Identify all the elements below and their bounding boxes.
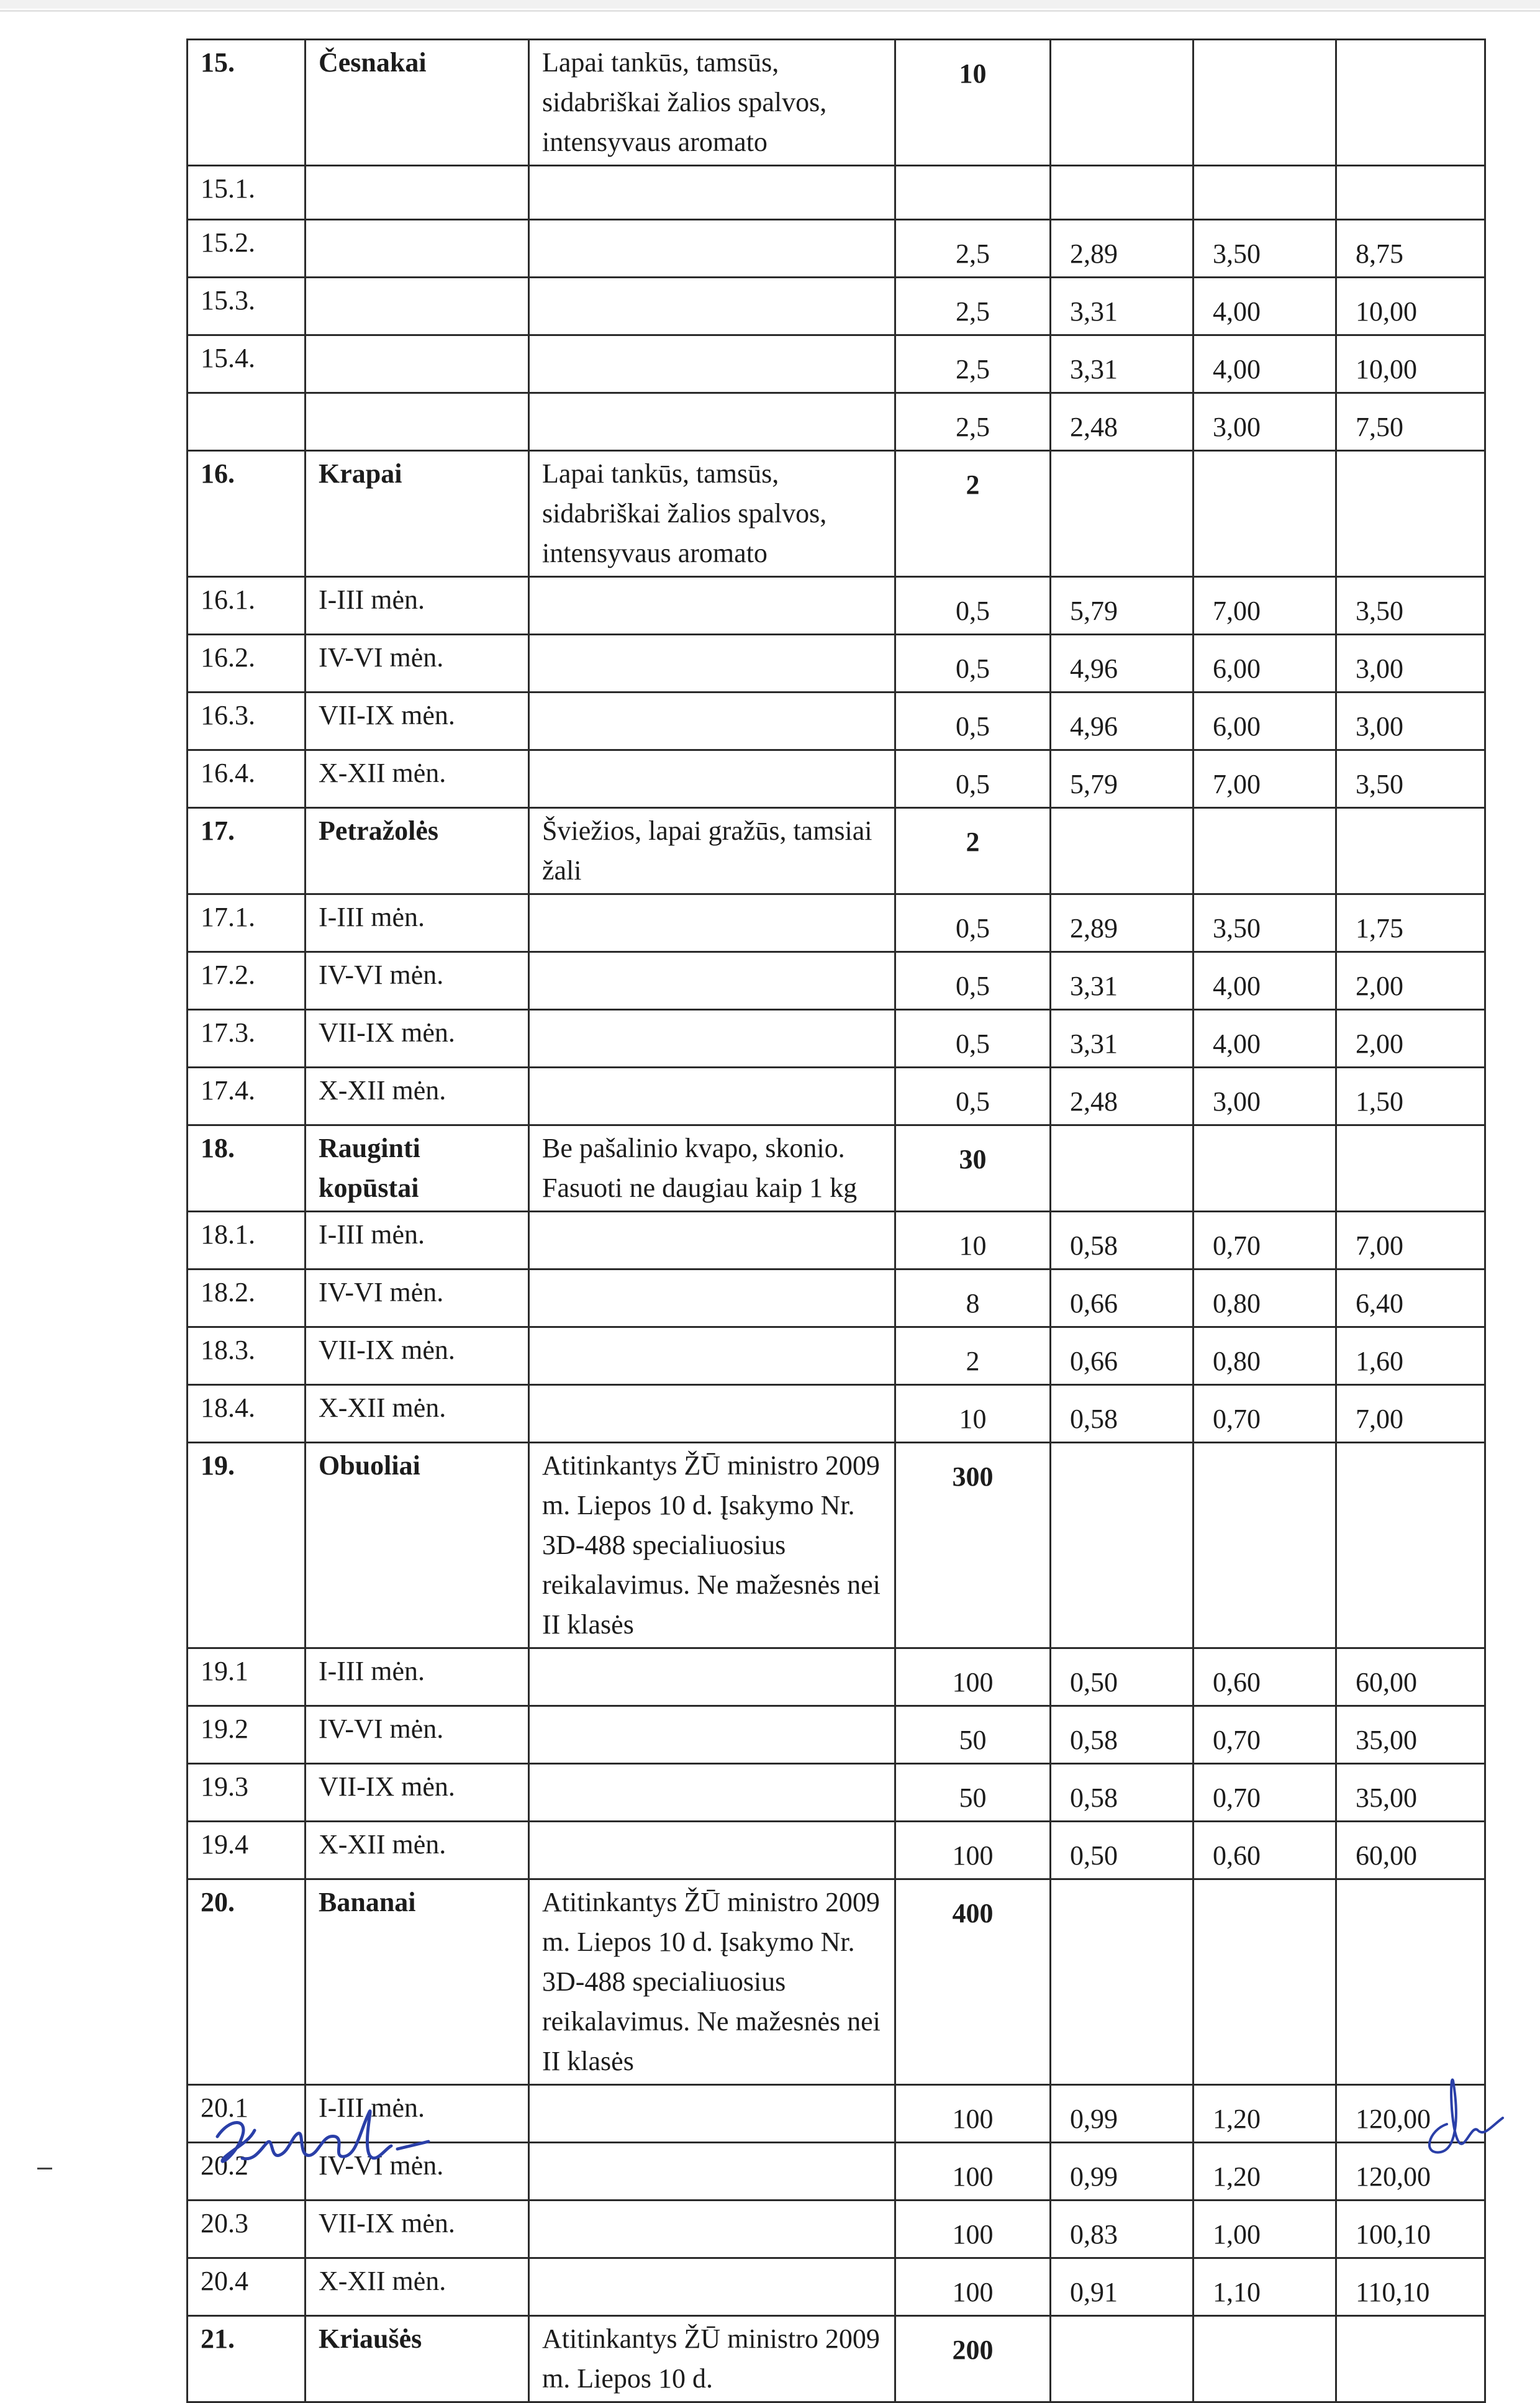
period-row <box>188 1327 1485 1385</box>
quantity-cell: 0,5 <box>895 693 1051 750</box>
product-name: Česnakai <box>306 40 529 166</box>
description-cell <box>529 750 895 808</box>
row-number: 16. <box>188 451 306 577</box>
product-description: Šviežios, lapai gražūs, tamsiai žali <box>529 808 895 894</box>
scan-top-edge <box>0 0 1540 9</box>
unit-price-vat-cell: 7,00 <box>1194 577 1336 635</box>
price-cell <box>1194 1443 1336 1648</box>
description-cell <box>529 1764 895 1822</box>
row-number <box>188 393 306 451</box>
sum-cell: 120,00 <box>1336 2143 1485 2201</box>
total-quantity: 2 <box>895 808 1051 894</box>
unit-price-cell: 0,99 <box>1051 2085 1194 2143</box>
unit-price-cell: 0,58 <box>1051 1706 1194 1764</box>
description-cell <box>529 1010 895 1068</box>
description-cell <box>529 1822 895 1879</box>
unit-price-cell: 2,48 <box>1051 393 1194 451</box>
period-row <box>188 693 1485 750</box>
unit-price-cell: 0,83 <box>1051 2201 1194 2258</box>
period-row <box>188 1270 1485 1327</box>
description-cell <box>529 1706 895 1764</box>
sum-cell: 2,00 <box>1336 1010 1485 1068</box>
product-row <box>188 1125 1485 1212</box>
period-label: VII-IX mėn. <box>306 1327 529 1385</box>
row-number: 18.3. <box>188 1327 306 1385</box>
price-cell <box>1194 1125 1336 1212</box>
quantity-cell: 100 <box>895 2201 1051 2258</box>
sum-cell: 2,00 <box>1336 952 1485 1010</box>
price-cell <box>1194 2316 1336 2402</box>
unit-price-cell: 0,58 <box>1051 1212 1194 1270</box>
quantity-cell: 100 <box>895 2085 1051 2143</box>
period-row <box>188 393 1485 451</box>
period-label <box>306 335 529 393</box>
product-name: Rauginti kopūstai <box>306 1125 529 1212</box>
period-row <box>188 2201 1485 2258</box>
unit-price-cell: 3,31 <box>1051 335 1194 393</box>
description-cell <box>529 2201 895 2258</box>
description-cell <box>529 894 895 952</box>
row-number: 17.3. <box>188 1010 306 1068</box>
unit-price-vat-cell: 1,20 <box>1194 2085 1336 2143</box>
sum-cell <box>1336 451 1485 577</box>
unit-price-cell: 0,66 <box>1051 1270 1194 1327</box>
period-row <box>188 635 1485 693</box>
description-cell <box>529 693 895 750</box>
sum-cell: 7,00 <box>1336 1385 1485 1443</box>
total-quantity: 10 <box>895 40 1051 166</box>
quantity-cell: 50 <box>895 1764 1051 1822</box>
unit-price-cell: 4,96 <box>1051 693 1194 750</box>
period-row <box>188 952 1485 1010</box>
sum-cell: 7,00 <box>1336 1212 1485 1270</box>
period-row <box>188 2258 1485 2316</box>
unit-price-vat-cell <box>1194 166 1336 220</box>
price-cell <box>1051 2316 1194 2402</box>
product-description: Atitinkantys ŽŪ ministro 2009 m. Liepos 10 d. Įsakymo Nr. 3D-488 specialiuosius reikalavimus. Ne mažesnės nei II klasės <box>529 1443 895 1648</box>
quantity-cell: 0,5 <box>895 894 1051 952</box>
row-number: 20.3 <box>188 2201 306 2258</box>
period-label: VII-IX mėn. <box>306 1010 529 1068</box>
quantity-cell: 10 <box>895 1385 1051 1443</box>
row-number: 18.1. <box>188 1212 306 1270</box>
row-number: 21. <box>188 2316 306 2402</box>
quantity-cell: 0,5 <box>895 750 1051 808</box>
unit-price-cell <box>1051 166 1194 220</box>
quantity-cell: 100 <box>895 1648 1051 1706</box>
unit-price-vat-cell: 3,00 <box>1194 393 1336 451</box>
period-label <box>306 278 529 335</box>
sum-cell <box>1336 40 1485 166</box>
sum-cell: 1,75 <box>1336 894 1485 952</box>
product-row <box>188 40 1485 166</box>
description-cell <box>529 1648 895 1706</box>
period-row <box>188 220 1485 278</box>
unit-price-vat-cell: 0,70 <box>1194 1212 1336 1270</box>
product-description: Atitinkantys ŽŪ ministro 2009 m. Liepos 10 d. <box>529 2316 895 2402</box>
period-label: IV-VI mėn. <box>306 952 529 1010</box>
description-cell <box>529 635 895 693</box>
unit-price-cell: 4,96 <box>1051 635 1194 693</box>
description-cell <box>529 393 895 451</box>
unit-price-vat-cell: 0,60 <box>1194 1648 1336 1706</box>
description-cell <box>529 2143 895 2201</box>
unit-price-cell: 2,89 <box>1051 894 1194 952</box>
unit-price-vat-cell: 1,10 <box>1194 2258 1336 2316</box>
product-description: Atitinkantys ŽŪ ministro 2009 m. Liepos 10 d. Įsakymo Nr. 3D-488 specialiuosius reikalavimus. Ne mažesnės nei II klasės <box>529 1879 895 2085</box>
period-label: X-XII mėn. <box>306 1068 529 1125</box>
row-number: 19.1 <box>188 1648 306 1706</box>
unit-price-vat-cell: 4,00 <box>1194 278 1336 335</box>
period-label: X-XII mėn. <box>306 1822 529 1879</box>
price-cell <box>1051 1125 1194 1212</box>
period-label <box>306 220 529 278</box>
period-row <box>188 1010 1485 1068</box>
period-label: X-XII mėn. <box>306 1385 529 1443</box>
row-number: 16.2. <box>188 635 306 693</box>
period-row <box>188 750 1485 808</box>
total-quantity: 200 <box>895 2316 1051 2402</box>
total-quantity: 300 <box>895 1443 1051 1648</box>
quantity-cell: 0,5 <box>895 1010 1051 1068</box>
row-number: 15.2. <box>188 220 306 278</box>
unit-price-vat-cell: 0,70 <box>1194 1764 1336 1822</box>
description-cell <box>529 2258 895 2316</box>
product-name: Kriaušės <box>306 2316 529 2402</box>
unit-price-cell: 0,91 <box>1051 2258 1194 2316</box>
period-row <box>188 1764 1485 1822</box>
period-row <box>188 577 1485 635</box>
unit-price-vat-cell: 7,00 <box>1194 750 1336 808</box>
price-cell <box>1194 451 1336 577</box>
row-number: 18. <box>188 1125 306 1212</box>
sum-cell: 35,00 <box>1336 1764 1485 1822</box>
sum-cell: 60,00 <box>1336 1822 1485 1879</box>
quantity-cell: 0,5 <box>895 952 1051 1010</box>
period-label: X-XII mėn. <box>306 2258 529 2316</box>
product-name: Petražolės <box>306 808 529 894</box>
unit-price-cell: 0,58 <box>1051 1764 1194 1822</box>
period-label: I-III mėn. <box>306 1212 529 1270</box>
product-row <box>188 2316 1485 2402</box>
description-cell <box>529 220 895 278</box>
signature-left <box>205 2099 441 2174</box>
unit-price-cell: 0,66 <box>1051 1327 1194 1385</box>
period-row <box>188 335 1485 393</box>
period-row <box>188 1648 1485 1706</box>
unit-price-cell: 0,50 <box>1051 1822 1194 1879</box>
product-name: Bananai <box>306 1879 529 2085</box>
unit-price-vat-cell: 1,00 <box>1194 2201 1336 2258</box>
row-number: 20.1 <box>188 2085 306 2143</box>
quantity-cell: 0,5 <box>895 1068 1051 1125</box>
sum-cell <box>1336 2316 1485 2402</box>
row-number: 18.4. <box>188 1385 306 1443</box>
sum-cell: 35,00 <box>1336 1706 1485 1764</box>
period-label: VII-IX mėn. <box>306 693 529 750</box>
product-row <box>188 1443 1485 1648</box>
description-cell <box>529 2085 895 2143</box>
row-number: 16.3. <box>188 693 306 750</box>
quantity-cell: 2,5 <box>895 220 1051 278</box>
unit-price-cell: 3,31 <box>1051 1010 1194 1068</box>
sum-cell: 7,50 <box>1336 393 1485 451</box>
unit-price-vat-cell: 0,60 <box>1194 1822 1336 1879</box>
row-number: 19. <box>188 1443 306 1648</box>
unit-price-vat-cell: 6,00 <box>1194 635 1336 693</box>
unit-price-vat-cell: 6,00 <box>1194 693 1336 750</box>
period-label: VII-IX mėn. <box>306 2201 529 2258</box>
period-label: IV-VI mėn. <box>306 2143 529 2201</box>
margin-mark <box>37 2168 52 2169</box>
sum-cell: 3,00 <box>1336 635 1485 693</box>
sum-cell: 1,50 <box>1336 1068 1485 1125</box>
row-number: 17.4. <box>188 1068 306 1125</box>
sum-cell <box>1336 1443 1485 1648</box>
description-cell <box>529 166 895 220</box>
period-label: I-III mėn. <box>306 894 529 952</box>
unit-price-cell: 2,48 <box>1051 1068 1194 1125</box>
product-description: Lapai tankūs, tamsūs, sidabriškai žalios spalvos, intensyvaus aromato <box>529 40 895 166</box>
sum-cell <box>1336 166 1485 220</box>
row-number: 17. <box>188 808 306 894</box>
price-cell <box>1194 1879 1336 2085</box>
unit-price-vat-cell: 0,80 <box>1194 1270 1336 1327</box>
period-row <box>188 1706 1485 1764</box>
unit-price-vat-cell: 3,50 <box>1194 894 1336 952</box>
row-number: 19.3 <box>188 1764 306 1822</box>
unit-price-vat-cell: 0,70 <box>1194 1385 1336 1443</box>
unit-price-vat-cell: 4,00 <box>1194 952 1336 1010</box>
description-cell <box>529 335 895 393</box>
row-number: 16.1. <box>188 577 306 635</box>
description-cell <box>529 952 895 1010</box>
row-number: 15. <box>188 40 306 166</box>
description-cell <box>529 577 895 635</box>
price-cell <box>1194 40 1336 166</box>
row-number: 15.3. <box>188 278 306 335</box>
row-number: 15.4. <box>188 335 306 393</box>
total-quantity: 400 <box>895 1879 1051 2085</box>
price-cell <box>1051 1443 1194 1648</box>
period-label <box>306 166 529 220</box>
price-cell <box>1051 40 1194 166</box>
period-label: IV-VI mėn. <box>306 635 529 693</box>
period-label: I-III mėn. <box>306 1648 529 1706</box>
sum-cell: 3,00 <box>1336 693 1485 750</box>
period-label: IV-VI mėn. <box>306 1706 529 1764</box>
quantity-cell: 0,5 <box>895 577 1051 635</box>
description-cell <box>529 1385 895 1443</box>
price-cell <box>1051 451 1194 577</box>
product-row <box>188 808 1485 894</box>
period-row <box>188 166 1485 220</box>
sum-cell <box>1336 1879 1485 2085</box>
unit-price-cell: 5,79 <box>1051 577 1194 635</box>
product-row <box>188 451 1485 577</box>
product-description: Be pašalinio kvapo, skonio. Fasuoti ne daugiau kaip 1 kg <box>529 1125 895 1212</box>
quantity-cell: 2 <box>895 1327 1051 1385</box>
unit-price-cell: 3,31 <box>1051 278 1194 335</box>
product-description: Lapai tankūs, tamsūs, sidabriškai žalios spalvos, intensyvaus aromato <box>529 451 895 577</box>
quantity-cell: 2,5 <box>895 335 1051 393</box>
period-label: VII-IX mėn. <box>306 1764 529 1822</box>
sum-cell <box>1336 808 1485 894</box>
quantity-cell: 50 <box>895 1706 1051 1764</box>
unit-price-cell: 0,58 <box>1051 1385 1194 1443</box>
product-name: Krapai <box>306 451 529 577</box>
period-row <box>188 1068 1485 1125</box>
sum-cell: 8,75 <box>1336 220 1485 278</box>
description-cell <box>529 1270 895 1327</box>
period-row <box>188 278 1485 335</box>
sum-cell: 1,60 <box>1336 1327 1485 1385</box>
unit-price-vat-cell: 3,00 <box>1194 1068 1336 1125</box>
row-number: 15.1. <box>188 166 306 220</box>
quantity-cell: 100 <box>895 2143 1051 2201</box>
row-number: 18.2. <box>188 1270 306 1327</box>
period-row <box>188 894 1485 952</box>
period-row <box>188 1212 1485 1270</box>
unit-price-vat-cell: 0,70 <box>1194 1706 1336 1764</box>
description-cell <box>529 1212 895 1270</box>
sum-cell: 120,00 <box>1336 2085 1485 2143</box>
description-cell <box>529 278 895 335</box>
period-label: I-III mėn. <box>306 577 529 635</box>
unit-price-vat-cell: 0,80 <box>1194 1327 1336 1385</box>
row-number: 17.2. <box>188 952 306 1010</box>
quantity-cell: 2,5 <box>895 278 1051 335</box>
period-row <box>188 1385 1485 1443</box>
row-number: 20. <box>188 1879 306 2085</box>
quantity-cell: 100 <box>895 1822 1051 1879</box>
unit-price-cell: 5,79 <box>1051 750 1194 808</box>
sum-cell: 6,40 <box>1336 1270 1485 1327</box>
price-cell <box>1194 808 1336 894</box>
unit-price-vat-cell: 3,50 <box>1194 220 1336 278</box>
quantity-cell: 0,5 <box>895 635 1051 693</box>
description-cell <box>529 1327 895 1385</box>
quantity-cell: 100 <box>895 2258 1051 2316</box>
sum-cell: 3,50 <box>1336 750 1485 808</box>
sum-cell: 100,10 <box>1336 2201 1485 2258</box>
sum-cell: 60,00 <box>1336 1648 1485 1706</box>
sum-cell: 10,00 <box>1336 278 1485 335</box>
period-label <box>306 393 529 451</box>
unit-price-cell: 0,99 <box>1051 2143 1194 2201</box>
unit-price-vat-cell: 4,00 <box>1194 1010 1336 1068</box>
signature-right <box>1416 2068 1509 2168</box>
period-label: I-III mėn. <box>306 2085 529 2143</box>
row-number: 19.4 <box>188 1822 306 1879</box>
price-cell <box>1051 1879 1194 2085</box>
price-table <box>186 39 1486 2403</box>
row-number: 20.4 <box>188 2258 306 2316</box>
period-label: IV-VI mėn. <box>306 1270 529 1327</box>
unit-price-vat-cell: 1,20 <box>1194 2143 1336 2201</box>
period-row <box>188 1822 1485 1879</box>
sum-cell: 3,50 <box>1336 577 1485 635</box>
product-row <box>188 1879 1485 2085</box>
unit-price-cell: 2,89 <box>1051 220 1194 278</box>
row-number: 16.4. <box>188 750 306 808</box>
unit-price-cell: 0,50 <box>1051 1648 1194 1706</box>
quantity-cell: 8 <box>895 1270 1051 1327</box>
total-quantity: 2 <box>895 451 1051 577</box>
row-number: 17.1. <box>188 894 306 952</box>
total-quantity: 30 <box>895 1125 1051 1212</box>
period-label: X-XII mėn. <box>306 750 529 808</box>
price-cell <box>1051 808 1194 894</box>
unit-price-cell: 3,31 <box>1051 952 1194 1010</box>
sum-cell: 110,10 <box>1336 2258 1485 2316</box>
unit-price-vat-cell: 4,00 <box>1194 335 1336 393</box>
quantity-cell: 10 <box>895 1212 1051 1270</box>
product-name: Obuoliai <box>306 1443 529 1648</box>
row-number: 20.2 <box>188 2143 306 2201</box>
description-cell <box>529 1068 895 1125</box>
row-number: 19.2 <box>188 1706 306 1764</box>
sum-cell <box>1336 1125 1485 1212</box>
quantity-cell: 2,5 <box>895 393 1051 451</box>
quantity-cell <box>895 166 1051 220</box>
sum-cell: 10,00 <box>1336 335 1485 393</box>
scan-top-line <box>0 10 1540 12</box>
